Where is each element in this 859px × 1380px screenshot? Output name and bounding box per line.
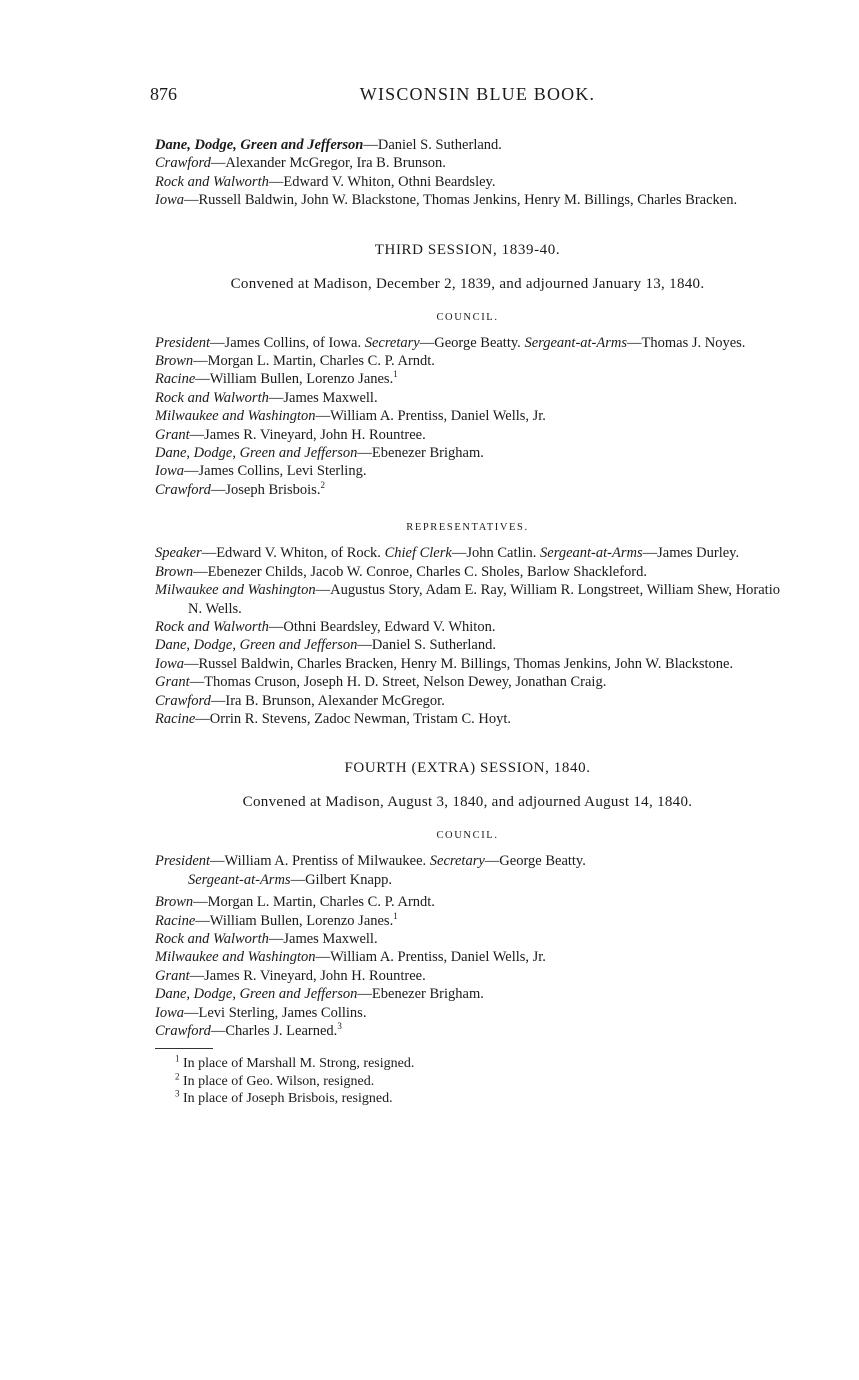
list-item: Racine—William Bullen, Lorenzo Janes.$^1$ [155, 910, 398, 929]
district-name: Brown [155, 563, 194, 580]
council-officers: President—William A. Prentiss of Milwaukee. Secretary—George Beatty. Sergeant-at-Arms—Gilbert Knapp. [155, 853, 586, 888]
list-item: Racine—William Bullen, Lorenzo Janes.$^1$ [155, 369, 398, 388]
list-item: Iowa—Russel Baldwin, Charles Bracken, Henry M. Billings, Thomas Jenkins, John W. Blackstone. [155, 655, 734, 672]
list-item: Rock and Walworth—Edward V. Whiton, Othni Beardsley. [155, 173, 496, 190]
member-names: Levi Sterling, James Collins. [198, 1004, 367, 1021]
district-name: Milwaukee and Washington [155, 582, 316, 599]
member-names: Daniel S. Sutherland. [377, 137, 502, 153]
officer-name: John Catlin. [466, 545, 541, 562]
list-item: Iowa—Russell Baldwin, John W. Blackstone, Thomas Jenkins, Henry M. Billings, Charles Bracken. [155, 192, 738, 209]
footnote-mark: 3 [175, 1088, 180, 1099]
officer-title: Speaker [155, 545, 202, 562]
council-label: COUNCIL. [436, 311, 499, 323]
district-name: Dane, Dodge, Green and Jefferson [155, 445, 358, 462]
footnote [155, 1055, 780, 1073]
member-names: William Bullen, Lorenzo Janes. [209, 371, 394, 388]
district-name: Iowa [155, 463, 184, 480]
footnote-ref: 1 [393, 369, 398, 380]
member-names: James Maxwell. [283, 389, 378, 406]
fourth-session-convened: Convened at Madison, August 3, 1840, and adjourned August 14, 1840. [242, 794, 693, 811]
list-item: Iowa—James Collins, Levi Sterling. [155, 463, 367, 480]
district-name: Brown [155, 353, 194, 370]
district-name: Crawford [155, 481, 211, 498]
representatives-member-list [155, 563, 780, 729]
list-item: Crawford—Ira B. Brunson, Alexander McGregor. [155, 692, 445, 709]
officer-name: James Durley. [657, 545, 740, 562]
third-session-title: THIRD SESSION, 1839-40. [374, 241, 561, 258]
member-names: William Bullen, Lorenzo Janes. [209, 912, 394, 929]
list-item: Dane, Dodge, Green and Jefferson—Daniel S. Sutherland. [155, 637, 496, 654]
council-member-list [155, 352, 780, 499]
page-number: 876 [150, 84, 177, 104]
member-names: Joseph Brisbois. [225, 481, 321, 498]
district-name: Milwaukee and Washington [155, 408, 316, 425]
member-names: Ira B. Brunson, Alexander McGregor. [225, 692, 445, 709]
member-names: Thomas Cruson, Joseph H. D. Street, Nelson Dewey, Jonathan Craig. [204, 674, 607, 691]
member-names: Morgan L. Martin, Charles C. P. Arndt. [207, 353, 435, 370]
top-entry-list [155, 136, 780, 210]
officer-name: Edward V. Whiton, of Rock. [216, 545, 385, 562]
footnote-text: In place of Joseph Brisbois, resigned. [183, 1091, 393, 1107]
list-item: Crawford—Charles J. Learned.$^3$ [155, 1021, 342, 1039]
footnote-text: In place of Geo. Wilson, resigned. [183, 1073, 375, 1089]
district-name: Rock and Walworth [155, 173, 269, 190]
member-names: Edward V. Whiton, Othni Beardsley. [283, 173, 496, 190]
officer-title: Sergeant-at-Arms [188, 871, 291, 888]
member-names: Daniel S. Sutherland. [371, 637, 496, 654]
list-item: Grant—James R. Vineyard, John H. Rountree. [155, 426, 426, 443]
page-body [155, 136, 780, 1108]
district-name: Brown [155, 894, 194, 911]
list-item: Grant—James R. Vineyard, John H. Rountree. [155, 967, 426, 984]
district-name: Grant [155, 426, 190, 443]
district-name: Dane, Dodge, Green and Jefferson [155, 137, 364, 153]
council-officers: President—James Collins, of Iowa. Secretary—George Beatty. Sergeant-at-Arms—Thomas J. Noyes. [155, 334, 746, 351]
list-item: Racine—Orrin R. Stevens, Zadoc Newman, Tristam C. Hoyt. [155, 710, 512, 727]
district-name: Milwaukee and Washington [155, 949, 316, 966]
member-names: Ebenezer Childs, Jacob W. Conroe, Charles C. Sholes, Barlow Shackleford. [207, 563, 647, 580]
district-name: Dane, Dodge, Green and Jefferson [155, 637, 358, 654]
district-name: Crawford [155, 1023, 211, 1039]
footnote [155, 1073, 780, 1091]
district-name: Dane, Dodge, Green and Jefferson [155, 986, 358, 1003]
member-names: Othni Beardsley, Edward V. Whiton. [283, 618, 496, 635]
page-header [150, 84, 785, 108]
footnotes [155, 1055, 780, 1108]
member-names: Charles J. Learned. [225, 1023, 338, 1039]
third-session-convened: Convened at Madison, December 2, 1839, and adjourned January 13, 1840. [230, 275, 705, 292]
member-names: Augustus Story, Adam E. Ray, William R. Longstreet, William Shew, Horatio N. Wells. [188, 582, 780, 617]
list-item: Rock and Walworth—Othni Beardsley, Edward V. Whiton. [155, 618, 496, 635]
fourth-session-title: FOURTH (EXTRA) SESSION, 1840. [344, 760, 591, 777]
representatives-officers: Speaker—Edward V. Whiton, of Rock. Chief Clerk—John Catlin. Sergeant-at-Arms—James Durley. [155, 545, 740, 562]
footnote [155, 1090, 780, 1108]
member-names: Morgan L. Martin, Charles C. P. Arndt. [207, 894, 435, 911]
footnote-separator [155, 1048, 213, 1049]
footnote-ref: 2 [320, 480, 325, 491]
member-names: Alexander McGregor, Ira B. Brunson. [225, 155, 446, 172]
footnote-mark: 1 [175, 1053, 180, 1064]
list-item: Milwaukee and Washington—William A. Prentiss, Daniel Wells, Jr. [155, 949, 546, 966]
officer-title: Sergeant-at-Arms [540, 545, 643, 562]
member-names: Russel Baldwin, Charles Bracken, Henry M. Billings, Thomas Jenkins, John W. Blackstone. [198, 655, 734, 672]
list-item: Grant—Thomas Cruson, Joseph H. D. Street, Nelson Dewey, Jonathan Craig. [155, 674, 607, 691]
officer-name: James Collins, of Iowa. [224, 334, 365, 351]
list-item: Rock and Walworth—James Maxwell. [155, 930, 378, 947]
footnote-ref: 3 [337, 1021, 342, 1032]
list-item: Dane, Dodge, Green and Jefferson—Ebenezer Brigham. [155, 986, 484, 1003]
member-names: James R. Vineyard, John H. Rountree. [204, 426, 426, 443]
district-name: Racine [155, 710, 196, 727]
officer-title: President [155, 334, 211, 351]
list-item: Milwaukee and Washington—William A. Prentiss, Daniel Wells, Jr. [155, 408, 546, 425]
officer-name: George Beatty. [499, 853, 586, 870]
district-name: Crawford [155, 692, 211, 709]
list-item: Brown—Ebenezer Childs, Jacob W. Conroe, Charles C. Sholes, Barlow Shackleford. [155, 563, 647, 580]
member-names: James Collins, Levi Sterling. [198, 463, 367, 480]
district-name: Crawford [155, 155, 211, 172]
district-name: Iowa [155, 192, 184, 209]
district-name: Grant [155, 674, 190, 691]
member-names: Orrin R. Stevens, Zadoc Newman, Tristam C. Hoyt. [209, 710, 512, 727]
officer-title: Secretary [429, 853, 485, 870]
list-item: Iowa—Levi Sterling, James Collins. [155, 1004, 367, 1021]
district-name: Racine [155, 912, 196, 929]
footnote-text: In place of Marshall M. Strong, resigned. [183, 1056, 415, 1072]
list-item: Brown—Morgan L. Martin, Charles C. P. Arndt. [155, 894, 435, 911]
officer-title: President [155, 853, 211, 870]
running-title: WISCONSIN BLUE BOOK. [359, 84, 596, 104]
district-name: Rock and Walworth [155, 618, 269, 635]
officer-title: Sergeant-at-Arms [524, 334, 627, 351]
district-name: Iowa [155, 655, 184, 672]
district-name: Grant [155, 967, 190, 984]
member-names: James Maxwell. [283, 930, 378, 947]
officer-name: Gilbert Knapp. [305, 871, 393, 888]
list-item: Milwaukee and Washington—Augustus Story, Adam E. Ray, William R. Longstreet, William Shew, Horatio N. Wells. [155, 582, 780, 617]
district-name: Rock and Walworth [155, 389, 269, 406]
member-names: William A. Prentiss, Daniel Wells, Jr. [330, 408, 546, 425]
district-name: Rock and Walworth [155, 930, 269, 947]
list-item: Crawford—Alexander McGregor, Ira B. Brunson. [155, 155, 446, 172]
list-item: Crawford—Joseph Brisbois.$^2$ [155, 480, 325, 498]
officer-name: William A. Prentiss of Milwaukee. [224, 853, 430, 870]
member-names: William A. Prentiss, Daniel Wells, Jr. [330, 949, 546, 966]
council-label: COUNCIL. [436, 830, 499, 842]
officer-title: Chief Clerk [384, 545, 452, 562]
member-names: James R. Vineyard, John H. Rountree. [204, 967, 426, 984]
member-names: Russell Baldwin, John W. Blackstone, Thomas Jenkins, Henry M. Billings, Charles Bracken. [198, 192, 738, 209]
officer-name: Thomas J. Noyes. [641, 334, 746, 351]
list-item: Dane, Dodge, Green and Jefferson—Daniel S. Sutherland. [155, 137, 502, 153]
council-member-list [155, 893, 780, 1040]
district-name: Iowa [155, 1004, 184, 1021]
officer-title: Secretary [364, 334, 420, 351]
footnote-ref: 1 [393, 910, 398, 921]
list-item: Dane, Dodge, Green and Jefferson—Ebenezer Brigham. [155, 445, 484, 462]
member-names: Ebenezer Brigham. [371, 445, 484, 462]
district-name: Racine [155, 371, 196, 388]
member-names: Ebenezer Brigham. [371, 986, 484, 1003]
list-item: Rock and Walworth—James Maxwell. [155, 389, 378, 406]
list-item: Brown—Morgan L. Martin, Charles C. P. Arndt. [155, 353, 435, 370]
officer-name: George Beatty. [434, 334, 525, 351]
footnote-mark: 2 [175, 1071, 180, 1082]
representatives-label: REPRESENTATIVES. [406, 522, 529, 534]
